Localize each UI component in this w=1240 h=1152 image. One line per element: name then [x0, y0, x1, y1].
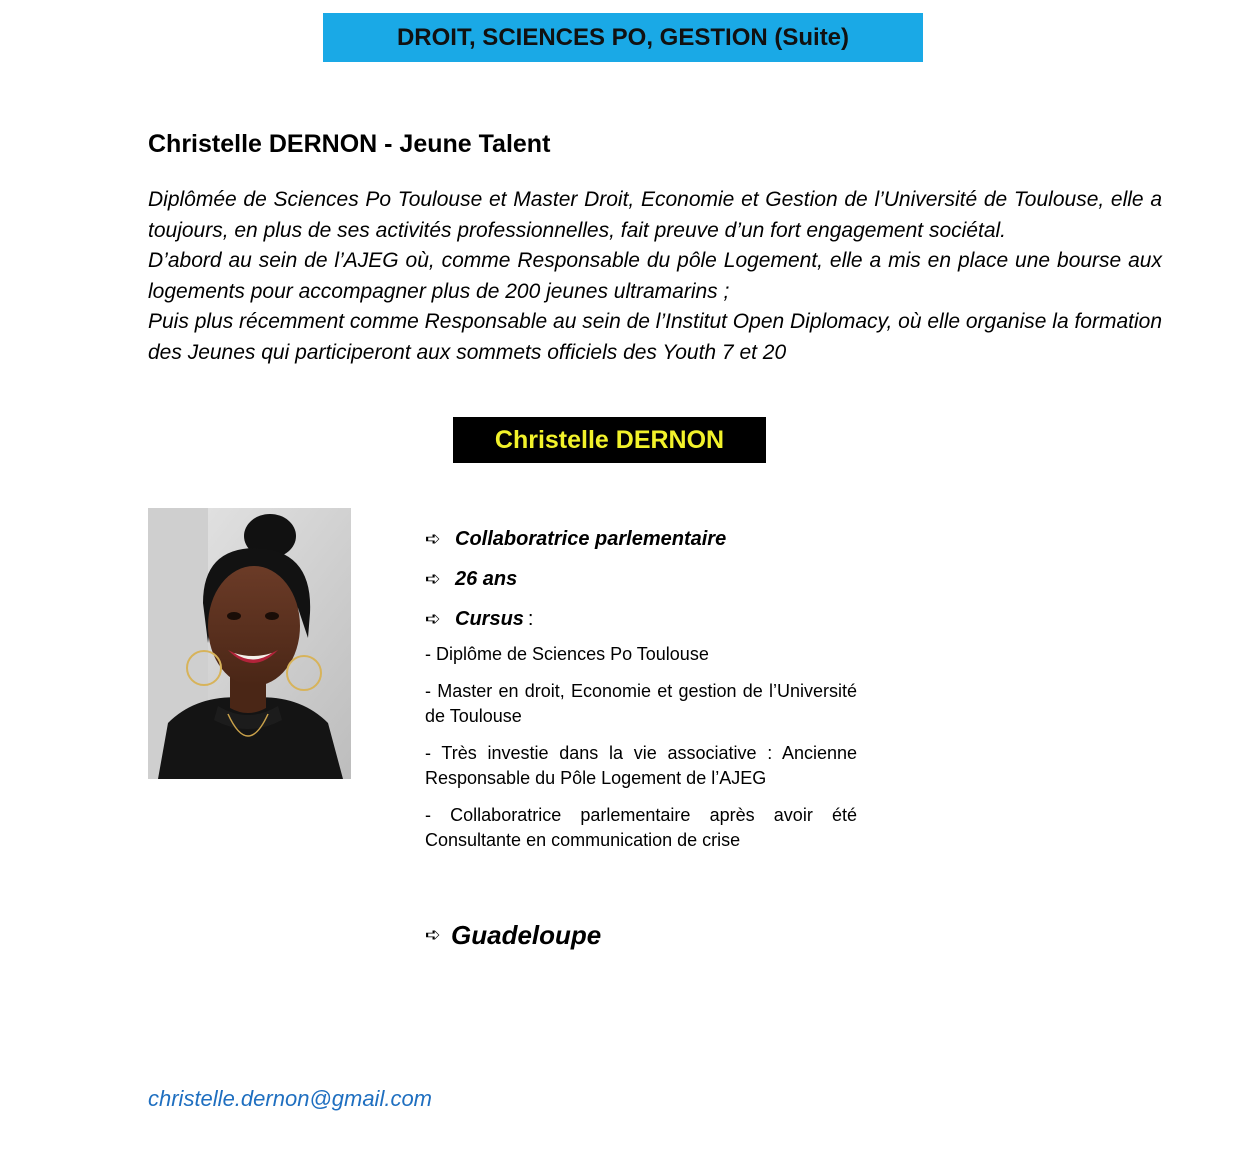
- bio-paragraph: Diplômée de Sciences Po Toulouse et Master Droit, Economie et Gestion de l’Université de Toulouse, elle a toujours, en plus de ses activités professionnelles, fait preuve d’un fort engagement sociétal.: [148, 188, 1162, 242]
- detail-label: 26 ans: [455, 567, 518, 590]
- profile-details: [425, 522, 857, 865]
- section-title-banner: [323, 13, 923, 62]
- portrait-photo: [148, 508, 351, 779]
- detail-label: Cursus: [455, 607, 524, 630]
- portrait-illustration: [148, 508, 351, 779]
- detail-label: Collaboratrice parlementaire: [455, 527, 727, 550]
- cursus-line: - Très investie dans la vie associative : Ancienne Responsable du Pôle Logement de l’AJEG: [425, 743, 857, 788]
- detail-item-cursus: [425, 602, 857, 636]
- arrow-bullet-icon: ➪: [425, 568, 441, 590]
- name-banner: [453, 417, 766, 463]
- cursus-line: - Diplôme de Sciences Po Toulouse: [425, 644, 709, 664]
- section-title: DROIT, SCIENCES PO, GESTION (Suite): [396, 23, 850, 51]
- arrow-bullet-icon: ➪: [425, 925, 441, 946]
- detail-label-suffix: :: [527, 607, 534, 630]
- origin-label: Guadeloupe: [451, 920, 602, 950]
- arrow-bullet-icon: ➪: [425, 608, 441, 630]
- detail-item-age: [425, 562, 857, 596]
- cursus-line: - Collaboratrice parlementaire après avoir été Consultante en communication de crise: [425, 805, 857, 850]
- detail-item-role: [425, 522, 857, 556]
- cursus-line: - Master en droit, Economie et gestion de l’Université de Toulouse: [425, 681, 857, 726]
- profile-bio: [148, 185, 1162, 368]
- bio-paragraph: D’abord au sein de l’AJEG où, comme Responsable du pôle Logement, elle a mis en place une bourse aux logements pour accompagner plus de 200 jeunes ultramarins ;: [148, 249, 1162, 303]
- name-banner-text: Christelle DERNON: [494, 425, 725, 454]
- arrow-bullet-icon: ➪: [425, 528, 441, 550]
- bio-paragraph: Puis plus récemment comme Responsable au sein de l’Institut Open Diplomacy, où elle organise la formation des Jeunes qui participeront aux sommets officiels des Youth 7 et 20: [148, 310, 1162, 364]
- email-link[interactable]: christelle.dernon@gmail.com: [148, 1086, 433, 1111]
- profile-heading: Christelle DERNON - Jeune Talent: [148, 130, 551, 158]
- origin-line: [425, 920, 601, 951]
